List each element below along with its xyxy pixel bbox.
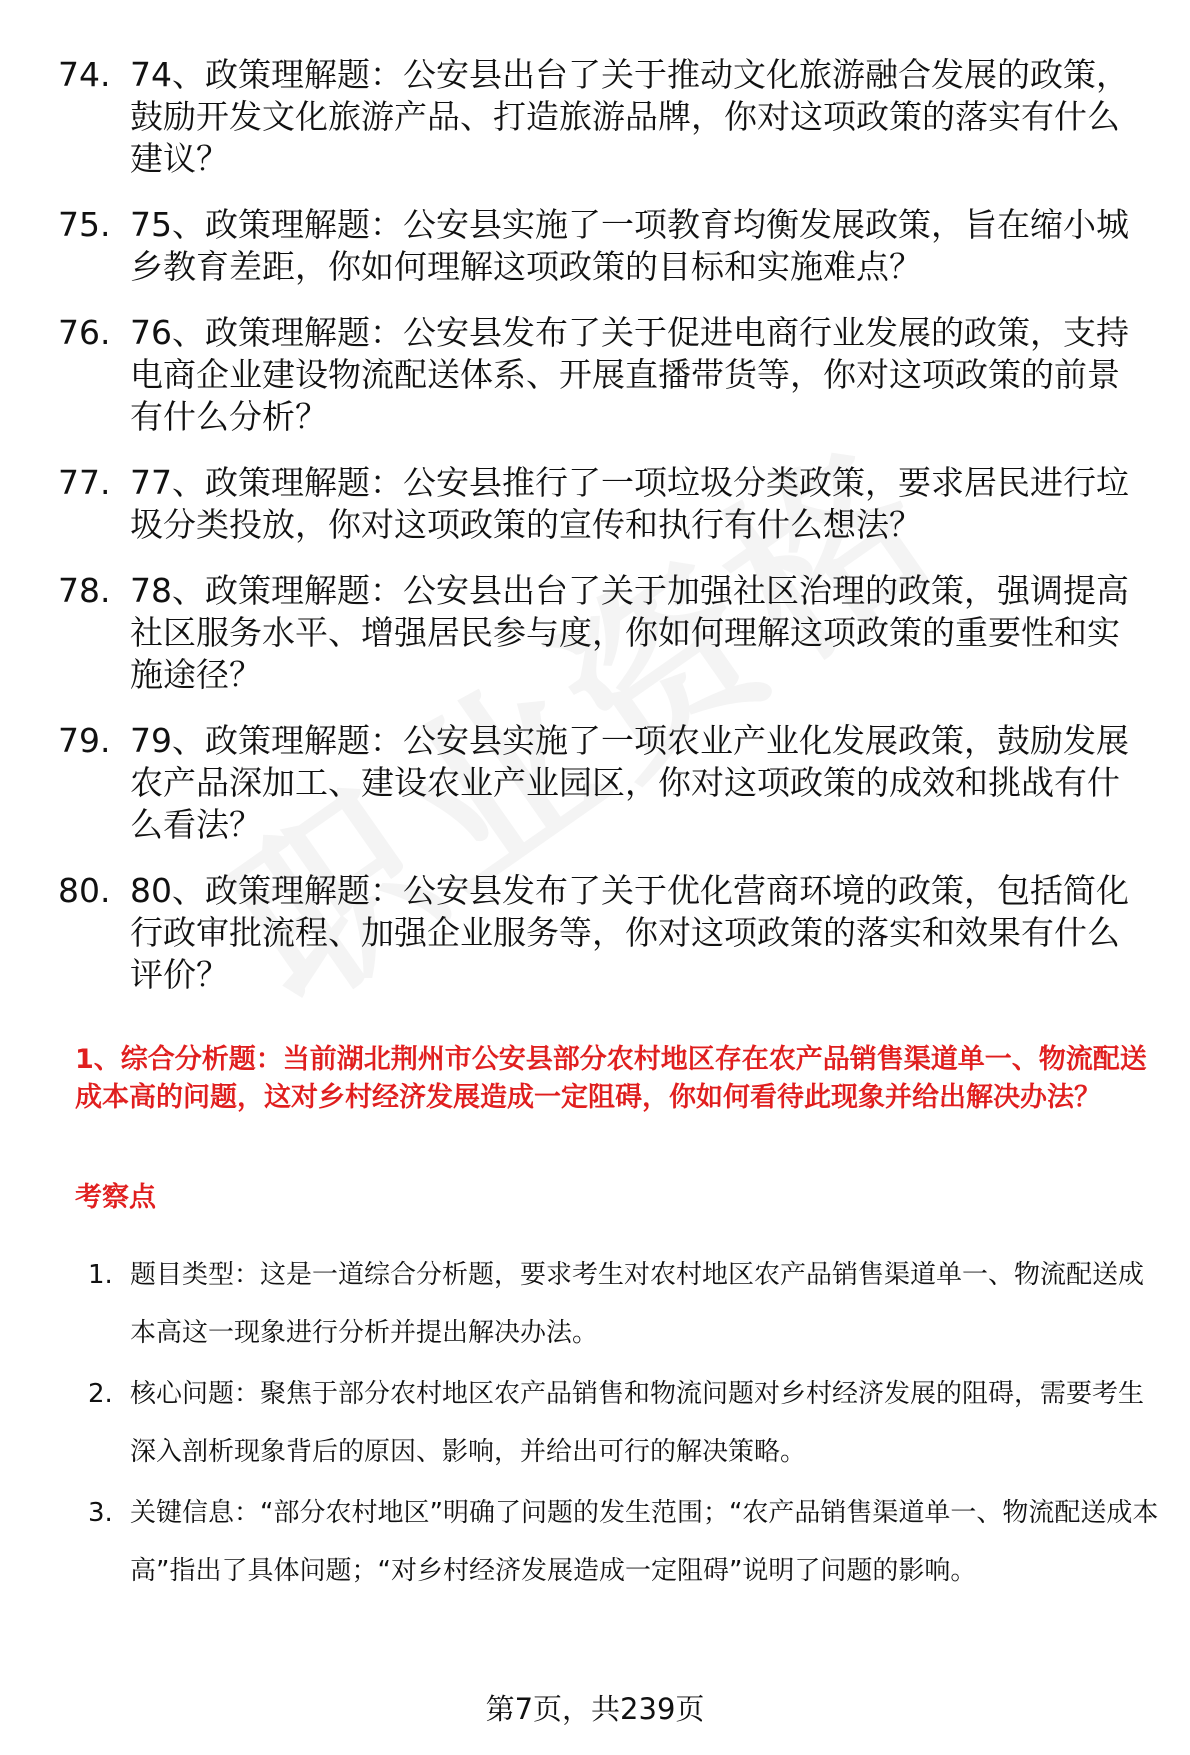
point-number: 1. <box>88 1260 113 1290</box>
question-text: 80、政策理解题：公安县发布了关于优化营商环境的政策，包括简化行政审批流程、加强企业服务等，你对这项政策的落实和效果有什么评价？ <box>130 871 1129 994</box>
question-number: 74. <box>58 55 111 94</box>
section-title: 1、综合分析题：当前湖北荆州市公安县部分农村地区存在农产品销售渠道单一、物流配送成本高的问题，这对乡村经济发展造成一定阻碍，你如何看待此现象并给出解决办法？ <box>75 1044 1147 1113</box>
question-text: 78、政策理解题：公安县出台了关于加强社区治理的政策，强调提高社区服务水平、增强居民参与度，你如何理解这项政策的重要性和实施途径？ <box>130 571 1129 694</box>
question-number: 80. <box>58 871 111 910</box>
point-item <box>88 1365 1168 1481</box>
question-item <box>58 54 1146 180</box>
question-number: 78. <box>58 571 111 610</box>
point-text: 题目类型：这是一道综合分析题，要求考生对农村地区农产品销售渠道单一、物流配送成本高这一现象进行分析并提出解决办法。 <box>130 1260 1145 1348</box>
question-text: 74、政策理解题：公安县出台了关于推动文化旅游融合发展的政策，鼓励开发文化旅游产品、打造旅游品牌，你对这项政策的落实有什么建议？ <box>130 55 1129 178</box>
point-item <box>88 1484 1168 1600</box>
question-item <box>58 570 1146 696</box>
point-item <box>88 1246 1168 1362</box>
question-item <box>58 870 1146 996</box>
question-number: 77. <box>58 463 111 502</box>
point-text: 核心问题：聚焦于部分农村地区农产品销售和物流问题对乡村经济发展的阻碍，需要考生深入剖析现象背后的原因、影响，并给出可行的解决策略。 <box>130 1379 1145 1467</box>
question-text: 76、政策理解题：公安县发布了关于促进电商行业发展的政策，支持电商企业建设物流配送体系、开展直播带货等，你对这项政策的前景有什么分析？ <box>130 313 1129 436</box>
point-number: 2. <box>88 1379 113 1409</box>
question-number: 76. <box>58 313 111 352</box>
question-list <box>58 54 1158 1020</box>
point-text: 关键信息：“部分农村地区”明确了问题的发生范围；“农产品销售渠道单一、物流配送成本高”指出了具体问题；“对乡村经济发展造成一定阻碍”说明了问题的影响。 <box>130 1498 1159 1586</box>
question-item <box>58 462 1146 546</box>
page-footer: 第7页，共239页 <box>485 1692 705 1726</box>
question-number: 75. <box>58 205 111 244</box>
question-item <box>58 720 1146 846</box>
question-text: 75、政策理解题：公安县实施了一项教育均衡发展政策，旨在缩小城乡教育差距，你如何理解这项政策的目标和实施难点？ <box>130 205 1129 286</box>
question-item <box>58 312 1146 438</box>
point-number: 3. <box>88 1498 113 1528</box>
points-list <box>88 1246 1168 1603</box>
question-item <box>58 204 1146 288</box>
question-text: 77、政策理解题：公安县推行了一项垃圾分类政策，要求居民进行垃圾分类投放，你对这项政策的宣传和执行有什么想法？ <box>130 463 1129 544</box>
question-number: 79. <box>58 721 111 760</box>
points-label: 考察点 <box>75 1182 156 1213</box>
question-text: 79、政策理解题：公安县实施了一项农业产业化发展政策，鼓励发展农产品深加工、建设农业产业园区，你对这项政策的成效和挑战有什么看法？ <box>130 721 1129 844</box>
